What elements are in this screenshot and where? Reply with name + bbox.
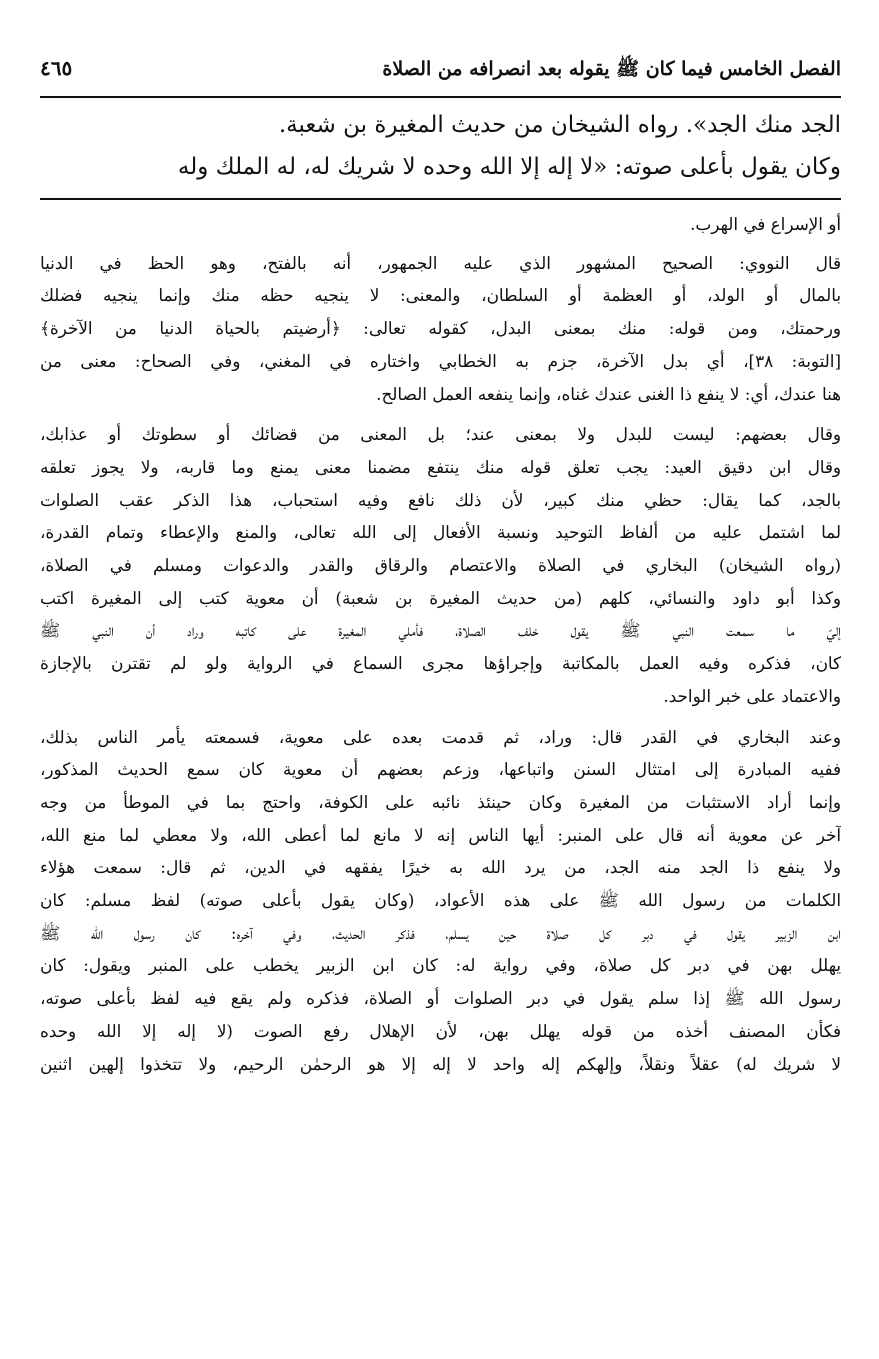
- commentary-line: لما اشتمل عليه من ألفاظ التوحيد ونسبة الأفعال إلى الله تعالى، والمنع والإعطاء وتمام القدرة،: [40, 522, 841, 543]
- commentary-line: ابن الزبير يقول في دبر كل صلاة حين يسلم، فذكر الحديث، وفي آخره: كان رسول الله ﷺ: [40, 922, 841, 943]
- commentary-line: هنا عندك، أي: لا ينفع ذا الغنى عندك غناه، وإنما ينفعه العمل الصالح.: [376, 383, 841, 404]
- commentary-line: أو الإسراع في الهرب.: [690, 214, 841, 234]
- commentary-paragraph: [40, 247, 841, 411]
- commentary-line: إليّ ما سمعت النبي ﷺ يقول خلف الصلاة، فأملي المغيرة على كاتبه وراد أن النبي ﷺ: [40, 620, 841, 641]
- commentary-line: وكذا أبو داود والنسائي، كلهم (من حديث المغيرة بن شعبة) أن معوية كتب إلى المغيرة اكتب: [40, 587, 841, 608]
- commentary-line: والاعتماد على خبر الواحد.: [663, 685, 841, 706]
- hadith-line: وكان يقول بأعلى صوته: «لا إله إلا الله وحده لا شريك له، له الملك وله: [177, 154, 841, 180]
- commentary-line: ولا ينفع ذا الجد منه الجد، من يرد الله به خيرًا يفقهه في الدين، ثم قال: سمعت هؤلاء: [40, 857, 841, 878]
- running-header: [40, 56, 841, 98]
- page-number: ٤٦٥: [40, 56, 73, 80]
- commentary-line: الكلمات من رسول الله ﷺ على هذه الأعواد، (وكان يقول بأعلى صوته) لفظ مسلم: كان: [40, 890, 841, 911]
- commentary-line: ورحمتك، ومن قوله: منك بمعنى البدل، كقوله تعالى: ﴿أرضيتم بالحياة الدنيا من الآخرة﴾: [40, 318, 841, 339]
- commentary-line: وعند البخاري في القدر قال: وراد، ثم قدمت بعده على معوية، فسمعته يأمر الناس بذلك،: [40, 726, 841, 747]
- commentary: [40, 200, 841, 1080]
- commentary-line: وقال بعضهم: ليست للبدل ولا بمعنى عند؛ بل المعنى من قضائك أو سطوتك أو عذابك،: [40, 424, 841, 445]
- commentary-line: (رواه الشيخان) البخاري في الصلاة والاعتصام والرقاق والقدر والدعوات ومسلم في الصلاة،: [40, 555, 841, 576]
- commentary-line: كان، فذكره وفيه العمل بالمكاتبة وإجراؤها مجرى السماع في الرواية ولو لم تقترن بالإجازة: [40, 653, 841, 674]
- commentary-line: قال النووي: الصحيح المشهور الذي عليه الجمهور، أنه بالفتح، وهو الحظ في الدنيا: [40, 252, 841, 273]
- hadith-line: الجد منك الجد». رواه الشيخان من حديث المغيرة بن شعبة.: [278, 112, 841, 138]
- commentary-line: وإنما أراد الاستثبات من المغيرة وكان حينئذ نائبه على الكوفة، واحتج بما في الموطأ من وجه: [40, 791, 841, 812]
- commentary-line: [التوبة: ٣٨]، أي بدل الآخرة، جزم به الخطابي واختاره في المغني، وفي الصحاح: معنى من: [40, 350, 841, 371]
- commentary-line: فكأن المصنف أخذه من قوله يهلل بهن، لأن الإهلال رفع الصوت (لا إله إلا الله وحده: [40, 1020, 841, 1041]
- commentary-line: بالجد، كما يقال: حظي منك كبير، لأن ذلك نافع وفيه استحباب، هذا الذكر عقب الصلوات: [40, 489, 841, 510]
- commentary-line: ففيه المبادرة إلى امتثال السنن واتباعها، وزعم بعضهم أن معوية كان سمع الحديث المذكور،: [40, 759, 841, 780]
- commentary-line: آخر عن معوية أنه قال على المنبر: أيها الناس إنه لا مانع لما أعطى الله، ولا معطي لما منع الله،: [40, 824, 841, 845]
- commentary-paragraph: [40, 721, 841, 1081]
- commentary-paragraph: [40, 418, 841, 712]
- commentary-line: وقال ابن دقيق العيد: يجب تعلق قوله منك ينتفع مضمنا معنى يمنع وما قاربه، ولا يجوز تعلقه: [40, 456, 841, 477]
- commentary-line: رسول الله ﷺ إذا سلم يقول في دبر الصلوات أو الصلاة، فذكره ولم يقع فيه لفظ بأعلى صوته،: [40, 988, 841, 1009]
- commentary-line: بالمال أو الولد، أو العظمة أو السلطان، والمعنى: لا ينجيه حظه منك وإنما ينجيه فضلك: [40, 285, 841, 306]
- commentary-line: يهلل بهن في دبر كل صلاة، وفي رواية له: كان ابن الزبير يخطب على المنبر ويقول: كان: [40, 955, 841, 976]
- commentary-paragraph: [40, 208, 841, 241]
- hadith-text: [40, 98, 841, 188]
- chapter-title: الفصل الخامس فيما كان ﷺ يقوله بعد انصرافه من الصلاة: [382, 58, 841, 80]
- commentary-line: لا شريك له) عقلاً ونقلاً، وإلهكم إله واحد لا إله إلا هو الرحمٰن الرحيم، ولا تتخذوا إلهين اثنين: [40, 1053, 841, 1074]
